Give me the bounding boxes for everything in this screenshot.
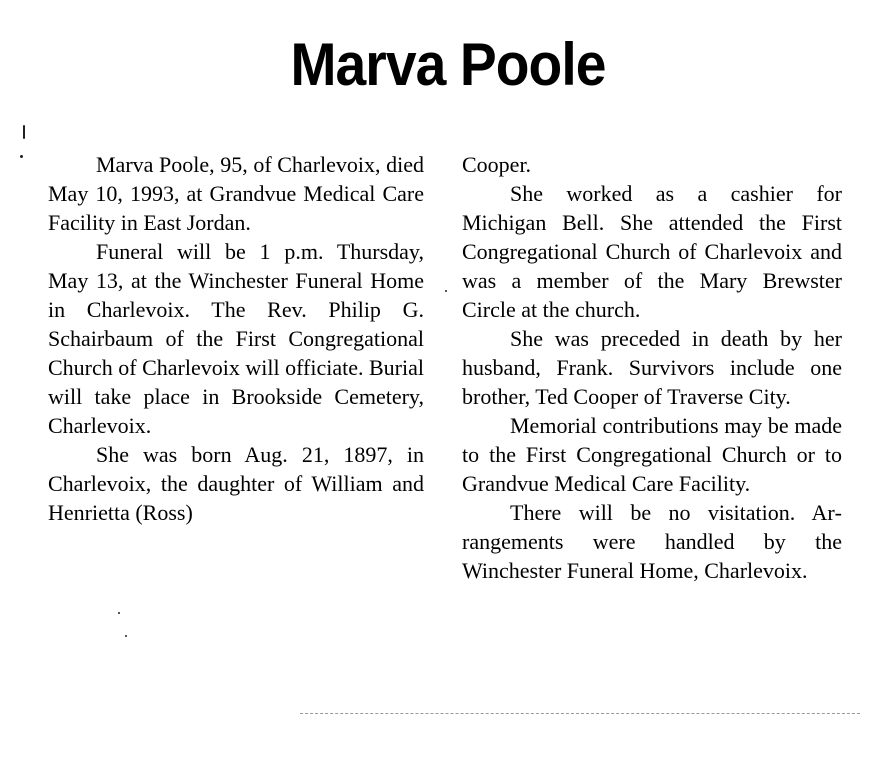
scan-speck: [20, 155, 23, 158]
paragraph-arrangements: There will be no visitation. Arrangements were handled by the Winchester Funeral Home, Charlevoix.: [462, 500, 842, 583]
paragraph-death-notice: Marva Poole, 95, of Charlevoix, died May 10, 1993, at Grandvue Medical Care Facility in East Jordan.: [48, 152, 424, 235]
paragraph-continuation: Cooper.: [462, 152, 532, 177]
paragraph-career: She worked as a cashier for Michigan Bell. She attended the First Congregational Church of Charlevoix and was a member of the Mary Brewster Circle at the church.: [462, 181, 842, 322]
obituary-headline: Marva Poole: [290, 31, 606, 98]
paragraph-birth: She was born Aug. 21, 1897, in Charlevoix, the daughter of William and Henrietta (Ross): [48, 442, 424, 525]
left-column: [48, 150, 424, 527]
paragraph-survivors: She was preceded in death by her husband, Frank. Survivors include one brother, Ted Cooper of Traverse City.: [462, 326, 842, 409]
scan-speck: [125, 635, 127, 637]
scan-speck: [23, 125, 25, 139]
scan-speck: [445, 290, 447, 292]
bottom-dashed-rule: [300, 713, 860, 714]
paragraph-funeral: Funeral will be 1 p.m. Thursday, May 13, at the Winchester Funeral Home in Charlevoix. The Rev. Philip G. Schairbaum of the First Congregational Church of Charlevoix will officiate. Burial will take place in Brookside Cemetery, Charlevoix.: [48, 239, 424, 438]
scan-speck: [118, 612, 120, 614]
right-column: [462, 150, 842, 585]
paragraph-memorials: Memorial contributions may be made to the First Congregational Church or to Grandvue Medical Care Facility.: [462, 413, 842, 496]
